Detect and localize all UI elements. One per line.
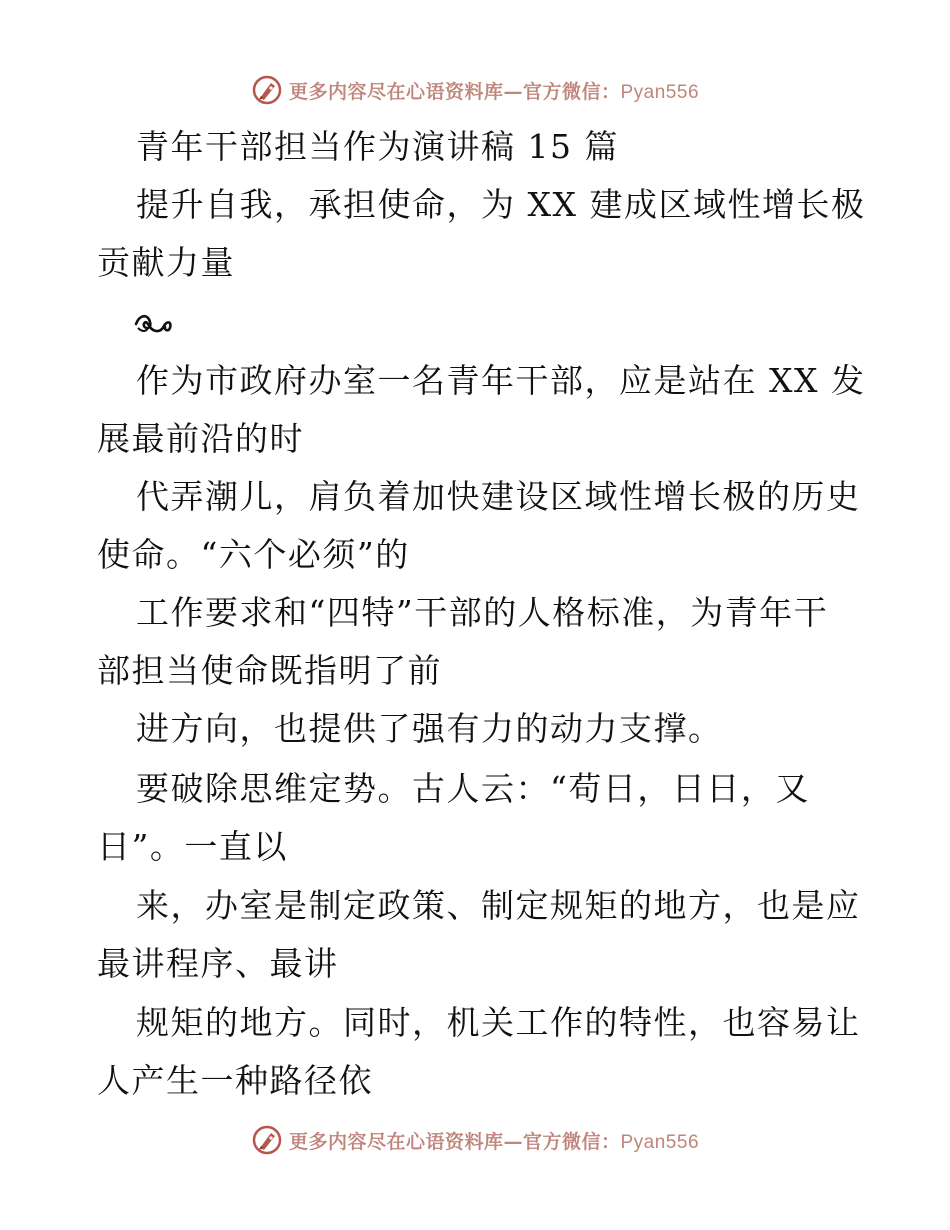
paragraph-line: 进方向，也提供了强有力的动力支撑。 bbox=[136, 709, 723, 748]
pen-nib-logo-icon bbox=[251, 74, 283, 106]
header-banner-wechat-id: Pyan556 bbox=[620, 81, 700, 103]
header-banner-text: 更多内容尽在心语资料库—官方微信：Pyan556 bbox=[288, 80, 700, 103]
paragraph-line: 贡献力量 bbox=[97, 243, 235, 282]
paragraph-line: 作为市政府办室一名青年干部，应是站在 XX 发 bbox=[136, 361, 866, 400]
footer-banner bbox=[0, 1120, 950, 1160]
paragraph-line: 提升自我，承担使命，为 XX 建成区域性增长极 bbox=[136, 185, 866, 224]
fleuron-ornament-icon bbox=[134, 310, 174, 338]
paragraph-line: 最讲程序、最讲 bbox=[97, 944, 339, 983]
paragraph-line: 要破除思维定势。古人云：“苟日，日日，又 bbox=[136, 769, 810, 808]
document-title: 青年干部担当作为演讲稿 15 篇 bbox=[136, 127, 619, 166]
header-banner bbox=[0, 70, 950, 110]
paragraph-line: 日”。一直以 bbox=[97, 827, 288, 866]
paragraph-line: 展最前沿的时 bbox=[97, 419, 304, 458]
paragraph-line: 代弄潮儿，肩负着加快建设区域性增长极的历史 bbox=[136, 477, 861, 516]
paragraph-line: 工作要求和“四特”干部的人格标准，为青年干 bbox=[136, 593, 829, 632]
paragraph-line: 规矩的地方。同时，机关工作的特性，也容易让 bbox=[136, 1003, 861, 1042]
paragraph-line: 来，办室是制定政策、制定规矩的地方，也是应 bbox=[136, 886, 861, 925]
paragraph-line: 人产生一种路径依 bbox=[97, 1061, 373, 1100]
footer-banner-text: 更多内容尽在心语资料库—官方微信：Pyan556 bbox=[288, 1130, 700, 1153]
paragraph-line: 使命。“六个必须”的 bbox=[97, 535, 410, 574]
pen-nib-logo-icon bbox=[251, 1124, 283, 1156]
paragraph-line: 部担当使命既指明了前 bbox=[97, 651, 442, 690]
footer-banner-wechat-id: Pyan556 bbox=[620, 1131, 700, 1153]
